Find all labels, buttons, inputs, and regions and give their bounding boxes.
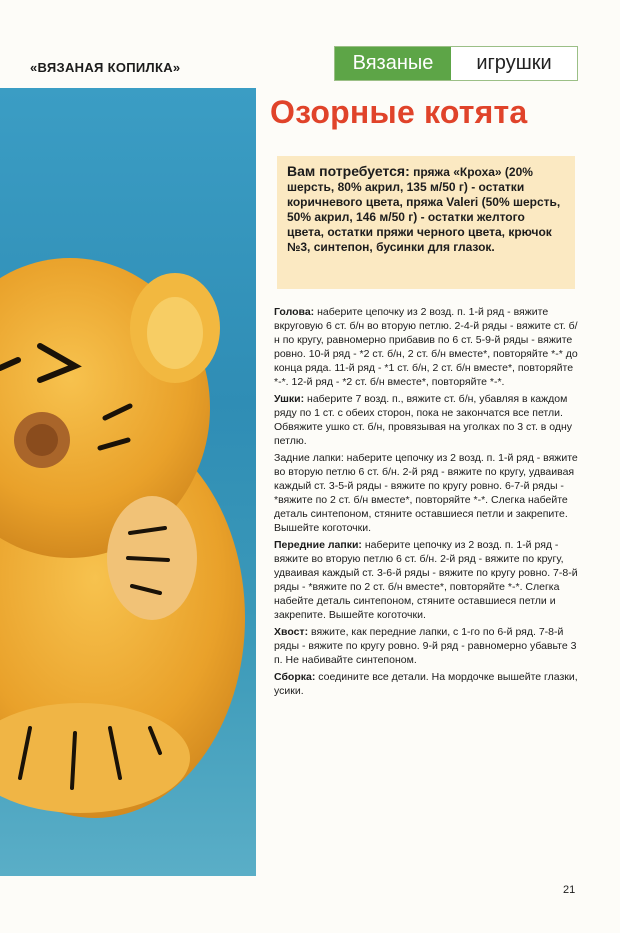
- section-hind-paws: [274, 451, 579, 535]
- kitten-illustration: [0, 88, 256, 876]
- section-label: Ушки:: [274, 393, 305, 405]
- section-ears: [274, 392, 579, 448]
- section-text: Задние лапки: наберите цепочку из 2 возд. п. 1-й ряд - вяжите во вторую петлю 6 ст. б/н. 2-й ряд - вяжите по кругу, удваивая каждый ст. 3-5-й ряды - вяжите по кругу ровно. 6-7-й ряды - *вяжите по 2 ст. б/н вместе*, повторяйте *-*. Слегка набейте деталь синтепоном, стяните оставшиеся петли и закрепите. Вышейте коготочки.: [274, 452, 578, 534]
- materials-text: пряжа «Кроха» (20% шерсть, 80% акрил, 135 м/50 г) - остатки коричневого цвета, пряжа Valeri (50% шерсть, 50% акрил, 146 м/50 г) - остатки желтого цвета, остатки пряжи черного цвета, крючок №3, синтепон, бусинки для глазок.: [287, 165, 561, 254]
- section-front-paws: [274, 538, 579, 622]
- section-text: наберите цепочку из 2 возд. п. 1-й ряд - вяжите во вторую петлю 6 ст. б/н. 2-й ряд - вяжите по кругу, удваивая каждый ст. 3-6-й ряды - вяжите по кругу ровно. 7-8-й ряды - *вяжите по 2 ст. б/н вместе*, повторяйте *-*. Слегка набейте деталь синтепоном, стяните оставшиеся петли и закрепите. Вышейте коготочки.: [274, 539, 578, 621]
- section-text: наберите цепочку из 2 возд. п. 1-й ряд - вяжите вкруговую 6 ст. б/н во вторую петлю. 2-4-й ряды - вяжите ст. б/н по кругу, равномерно прибавив по 6 ст. 5-9-й ряды - вяжите ровно. 10-й ряд - *2 ст. б/н, 2 ст. б/н вместе*, повторяйте *-* до конца ряда. 11-й ряд - *1 ст. б/н, 2 ст. б/н вместе*, повторяйте *-*. 12-й ряд - *2 ст. б/н вместе*, повторяйте *-*.: [274, 306, 578, 388]
- section-assembly: [274, 670, 579, 698]
- section-label: «ВЯЗАНАЯ КОПИЛКА»: [30, 60, 181, 75]
- section-label: Сборка:: [274, 671, 316, 683]
- category-tag-primary: Вязаные: [335, 47, 451, 80]
- category-tag: [334, 46, 578, 81]
- article-title: Озорные котята: [270, 94, 528, 130]
- page-number: 21: [563, 884, 576, 896]
- materials-heading: Вам потребуется:: [287, 163, 410, 179]
- section-label: Передние лапки:: [274, 539, 362, 551]
- toy-kitten-photo: [0, 88, 256, 876]
- section-label: Голова:: [274, 306, 315, 318]
- section-tail: [274, 625, 579, 667]
- category-tag-secondary: игрушки: [476, 52, 552, 74]
- section-label: Хвост:: [274, 626, 309, 638]
- section-text: наберите 7 возд. п., вяжите ст. б/н, убавляя в каждом ряду по 1 ст. с обеих сторон, пока не закончатся все петли. Обвяжите ушко ст. б/н, провязывая на уголках по 3 ст. в одну петлю.: [274, 393, 573, 447]
- section-text: вяжите, как передние лапки, с 1-го по 6-й ряд. 7-8-й ряды - вяжите по кругу ровно. 9-й ряд - равномерно убавьте 3 п. Не набивайте синтепоном.: [274, 626, 577, 666]
- section-text: соедините все детали. На мордочке вышейте глазки, усики.: [274, 671, 578, 697]
- materials-box: [277, 156, 575, 289]
- instructions: [274, 305, 579, 701]
- section-head: [274, 305, 579, 389]
